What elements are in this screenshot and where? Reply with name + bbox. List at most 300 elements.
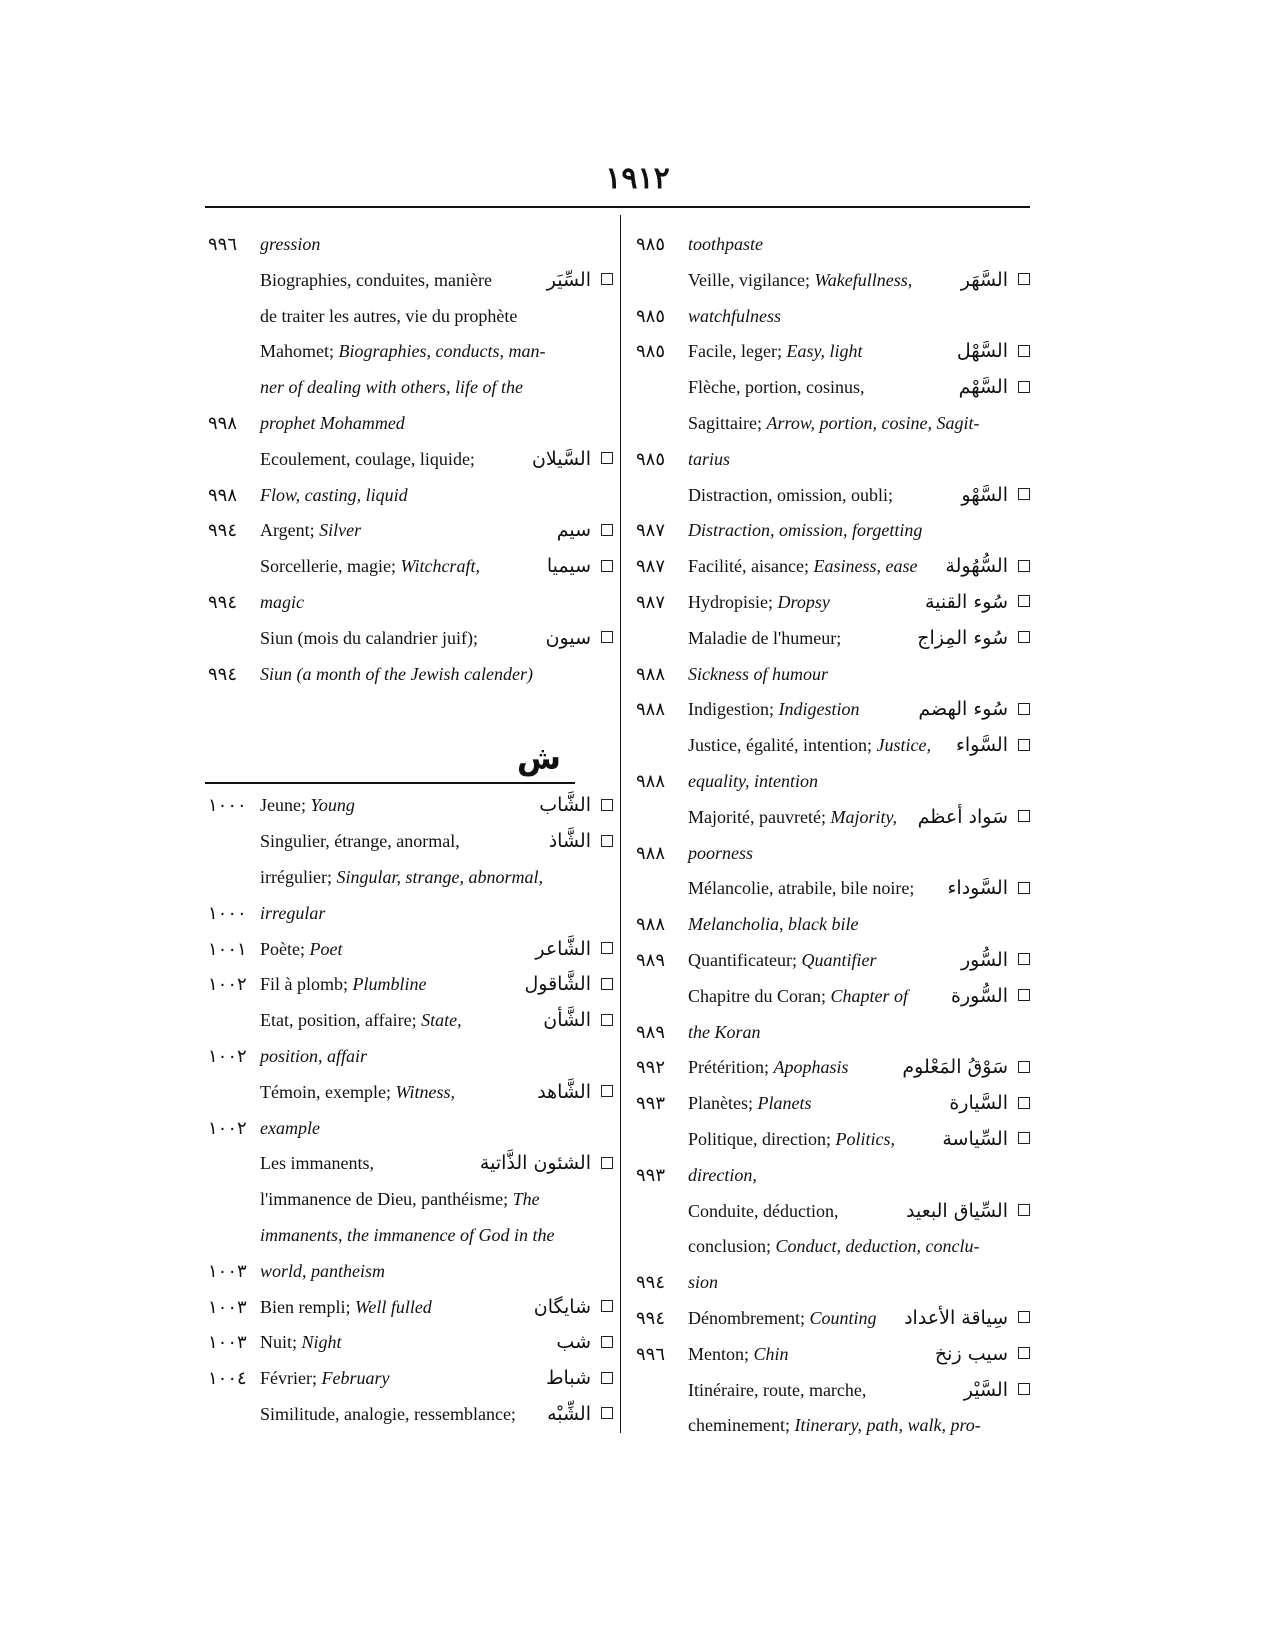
arabic-term: الشَّاقول — [524, 973, 591, 996]
arabic-term: سيب زنخ — [934, 1342, 1008, 1365]
page-reference: ١٠٠٣ — [208, 1260, 247, 1281]
arabic-headword — [947, 871, 1030, 907]
entry-bullet-icon — [601, 524, 613, 536]
entry-text — [260, 370, 523, 406]
entry-line — [208, 334, 613, 370]
entry-bullet-icon — [1018, 1204, 1030, 1216]
entry-bullet-icon — [1018, 1097, 1030, 1109]
english-translation: Wakefullness, — [814, 269, 913, 290]
entry-line — [208, 442, 613, 478]
entry-line — [208, 406, 613, 442]
french-translation: Fil à plomb; — [260, 974, 353, 995]
arabic-headword — [480, 1146, 613, 1182]
french-translation: Indigestion; — [688, 699, 779, 720]
entry-bullet-icon — [601, 452, 613, 464]
entry-bullet-icon — [1018, 631, 1030, 643]
arabic-headword — [949, 1086, 1030, 1122]
page-reference: ٩٩٨ — [208, 484, 238, 505]
entry-line — [208, 621, 613, 657]
entry-line — [636, 1229, 1030, 1265]
english-translation: Chapter of — [830, 985, 908, 1006]
left-entries-after — [208, 788, 613, 1432]
english-translation: Counting — [809, 1307, 877, 1328]
entry-line — [208, 657, 613, 693]
entry-line — [208, 478, 613, 514]
entry-text — [260, 1254, 385, 1290]
french-translation: Veille, vigilance; — [688, 269, 815, 290]
english-translation: Silver — [319, 520, 362, 541]
entry-line — [208, 1218, 613, 1254]
entry-bullet-icon — [1018, 1347, 1030, 1359]
page-reference: ١٠٠٣ — [208, 1296, 247, 1317]
entry-text — [688, 1265, 718, 1301]
page-reference: ٩٩٦ — [636, 1343, 666, 1364]
english-translation: the Koran — [688, 1021, 761, 1042]
page-reference: ٩٩٤ — [208, 591, 238, 612]
arabic-term: الشِّبْه — [547, 1402, 591, 1425]
french-translation: Argent; — [260, 520, 320, 541]
english-translation: world, pantheism — [260, 1260, 386, 1281]
entry-line — [208, 896, 613, 932]
entry-line — [636, 1373, 1030, 1409]
arabic-headword — [959, 370, 1030, 406]
arabic-term: السَّهَر — [960, 268, 1008, 291]
arabic-headword — [951, 979, 1030, 1015]
page-reference: ٩٨٧ — [636, 520, 666, 541]
entry-bullet-icon — [601, 835, 613, 847]
entry-bullet-icon — [1018, 488, 1030, 500]
page-reference: ١٠٠٠ — [208, 795, 247, 816]
entry-line — [636, 227, 1030, 263]
page-reference: ٩٩٨ — [208, 412, 238, 433]
entry-line — [636, 585, 1030, 621]
entry-text — [260, 263, 492, 299]
entry-line — [636, 299, 1030, 335]
entry-text — [260, 585, 304, 621]
arabic-term: شايگان — [533, 1295, 591, 1318]
arabic-headword — [906, 1194, 1030, 1230]
entry-bullet-icon — [601, 560, 613, 572]
page-reference: ٩٩٤ — [208, 663, 238, 684]
section-gap — [208, 692, 613, 736]
arabic-term: شب — [556, 1331, 591, 1354]
english-translation: poorness — [688, 842, 754, 863]
entry-bullet-icon — [1018, 810, 1030, 822]
arabic-headword — [942, 1122, 1030, 1158]
arabic-term: سَوْقُ المَعْلوم — [902, 1056, 1008, 1079]
french-translation: Maladie de l'humeur; — [688, 627, 842, 648]
arabic-headword — [904, 1301, 1030, 1337]
page-reference: ١٠٠٤ — [208, 1368, 247, 1389]
page-reference: ٩٨٨ — [636, 663, 666, 684]
english-translation: State, — [421, 1010, 462, 1031]
entry-text — [260, 1218, 554, 1254]
entry-text — [688, 728, 931, 764]
entry-bullet-icon — [1018, 1383, 1030, 1395]
entry-text — [688, 1122, 895, 1158]
arabic-term: سَواد أعظم — [917, 805, 1008, 828]
right-entries — [636, 227, 1030, 1444]
entry-text — [260, 442, 475, 478]
entry-line — [636, 979, 1030, 1015]
french-translation: Facile, leger; — [688, 341, 787, 362]
entry-line — [636, 513, 1030, 549]
arabic-headword — [902, 1050, 1030, 1086]
entry-text — [688, 299, 781, 335]
french-translation: Nuit; — [260, 1332, 302, 1353]
french-translation: Siun (mois du calandrier juif); — [260, 627, 478, 648]
entry-text — [688, 692, 860, 728]
entry-text — [688, 907, 858, 943]
arabic-term: السُّور — [960, 948, 1008, 971]
page-reference: ٩٨٨ — [636, 842, 666, 863]
french-translation: Justice, égalité, intention; — [688, 735, 877, 756]
arabic-term: سيون — [545, 626, 591, 649]
entry-line — [636, 836, 1030, 872]
page-reference: ١٠٠٢ — [208, 974, 247, 995]
entry-text — [260, 967, 427, 1003]
english-translation: Quantifier — [801, 949, 877, 970]
entry-bullet-icon — [1018, 381, 1030, 393]
french-translation: Distraction, omission, oubli; — [688, 484, 893, 505]
entry-text — [260, 227, 320, 263]
entry-line — [636, 406, 1030, 442]
english-translation: Well fulled — [354, 1296, 432, 1317]
entry-bullet-icon — [601, 978, 613, 990]
arabic-term: سِياقة الأعداد — [904, 1306, 1008, 1329]
entry-text — [688, 657, 828, 693]
entry-text — [260, 788, 355, 824]
entry-text — [260, 549, 480, 585]
arabic-headword — [547, 263, 613, 299]
entry-line — [636, 334, 1030, 370]
french-translation: irrégulier; — [260, 866, 337, 887]
arabic-headword — [546, 1361, 613, 1397]
arabic-term: السِّيَر — [546, 268, 591, 291]
english-translation: The — [512, 1189, 540, 1210]
entry-text — [688, 549, 917, 585]
english-translation: toothpaste — [688, 234, 763, 254]
entry-line — [636, 871, 1030, 907]
french-translation: Conduite, déduction, — [688, 1200, 839, 1221]
entry-line — [208, 1290, 613, 1326]
entry-line — [208, 1003, 613, 1039]
french-translation: Les immanents, — [260, 1153, 374, 1174]
entry-bullet-icon — [601, 1157, 613, 1169]
english-translation: position, affair — [260, 1045, 368, 1066]
english-translation: watchfulness — [688, 305, 781, 326]
english-translation: Witchcraft, — [400, 556, 480, 577]
entry-line — [208, 1039, 613, 1075]
entry-text — [688, 1050, 849, 1086]
arabic-headword — [537, 1075, 613, 1111]
entry-line — [636, 1408, 1030, 1444]
french-translation: Prétérition; — [688, 1057, 774, 1078]
french-translation: Flèche, portion, cosinus, — [688, 377, 865, 398]
arabic-headword — [957, 334, 1030, 370]
page-reference: ٩٨٨ — [636, 770, 666, 791]
page-reference: ١٠٠٢ — [208, 1117, 247, 1138]
page-reference: ٩٨٥ — [636, 448, 666, 469]
entry-text — [688, 334, 862, 370]
entry-line — [208, 227, 613, 263]
column-divider — [620, 215, 621, 1433]
english-translation: Siun (a month of the Jewish calender) — [260, 663, 533, 684]
english-translation: Arrow, portion, cosine, Sagit- — [766, 412, 980, 433]
entry-line — [208, 585, 613, 621]
english-translation: Dropsy — [777, 591, 830, 612]
french-translation: Quantificateur; — [688, 949, 802, 970]
entry-text — [260, 1039, 367, 1075]
entry-bullet-icon — [1018, 560, 1030, 572]
french-translation: conclusion; — [688, 1236, 776, 1257]
page-reference: ٩٨٥ — [636, 234, 666, 254]
entry-bullet-icon — [1018, 1311, 1030, 1323]
french-translation: Singulier, étrange, anormal, — [260, 831, 460, 852]
arabic-term: سُوء الهضم — [918, 698, 1008, 721]
entry-text — [260, 824, 460, 860]
english-translation: Night — [301, 1332, 342, 1353]
page-reference: ٩٩٤ — [636, 1272, 666, 1293]
arabic-headword — [961, 943, 1030, 979]
entry-text — [260, 1290, 432, 1326]
entry-line — [208, 370, 613, 406]
entry-line — [636, 1086, 1030, 1122]
english-translation: Melancholia, black bile — [688, 914, 859, 935]
entry-line — [636, 1337, 1030, 1373]
english-translation: tarius — [688, 448, 731, 469]
arabic-headword — [918, 692, 1030, 728]
arabic-term: الشَّاذ — [548, 830, 591, 853]
entry-line — [208, 1325, 613, 1361]
french-translation: Bien rempli; — [260, 1296, 355, 1317]
english-translation: Easy, light — [786, 341, 863, 362]
entry-text — [688, 442, 730, 478]
entry-line — [208, 1182, 613, 1218]
arabic-term: السَّيْر — [963, 1378, 1008, 1401]
entry-line — [636, 442, 1030, 478]
arabic-headword — [524, 967, 613, 1003]
entry-text — [688, 1337, 789, 1373]
entry-text — [260, 1325, 342, 1361]
entry-text — [688, 1229, 979, 1265]
english-translation: Sickness of humour — [688, 663, 828, 684]
entry-text — [260, 1361, 389, 1397]
arabic-headword — [945, 549, 1030, 585]
entry-text — [688, 943, 876, 979]
english-translation: Easiness, ease — [813, 556, 918, 577]
english-translation: Chin — [753, 1343, 789, 1364]
page-reference: ٩٨٩ — [636, 949, 666, 970]
entry-bullet-icon — [601, 1085, 613, 1097]
arabic-term: سُوء القنية — [924, 590, 1008, 613]
entry-line — [636, 1194, 1030, 1230]
french-translation: Sorcellerie, magie; — [260, 556, 401, 577]
entry-text — [688, 1194, 838, 1230]
entry-line — [636, 478, 1030, 514]
french-translation: Biographies, conduites, manière — [260, 269, 492, 290]
arabic-headword — [925, 585, 1030, 621]
english-translation: Justice, — [876, 735, 931, 756]
page-reference: ٩٨٩ — [636, 1021, 666, 1042]
entry-text — [688, 1158, 757, 1194]
entry-line — [208, 788, 613, 824]
page-reference: ٩٩٦ — [208, 234, 238, 254]
entry-line — [208, 1146, 613, 1182]
entry-line — [208, 1075, 613, 1111]
english-translation: Itinerary, path, walk, pro- — [794, 1415, 981, 1436]
english-translation: Young — [310, 795, 355, 816]
arabic-headword — [535, 932, 613, 968]
english-translation: magic — [260, 591, 304, 612]
arabic-term: سيميا — [546, 555, 591, 578]
arabic-headword — [534, 1290, 613, 1326]
entry-line — [208, 1111, 613, 1147]
entry-line — [636, 1122, 1030, 1158]
entry-text — [260, 1003, 462, 1039]
entry-text — [688, 478, 893, 514]
arabic-term: السِّياق البعيد — [906, 1199, 1008, 1222]
entry-bullet-icon — [1018, 739, 1030, 751]
entry-bullet-icon — [1018, 882, 1030, 894]
french-translation: Poète; — [260, 938, 310, 959]
arabic-term: الشَّاب — [539, 794, 591, 817]
english-translation: example — [260, 1117, 320, 1138]
arabic-headword — [549, 824, 613, 860]
page-reference: ٩٨٧ — [636, 556, 666, 577]
entry-bullet-icon — [601, 273, 613, 285]
entry-bullet-icon — [1018, 273, 1030, 285]
header-rule — [205, 206, 1030, 208]
entry-text — [688, 979, 908, 1015]
entry-line — [636, 263, 1030, 299]
entry-line — [636, 907, 1030, 943]
entry-text — [260, 860, 543, 896]
arabic-headword — [956, 728, 1030, 764]
entry-line — [208, 299, 613, 335]
entry-text — [688, 800, 897, 836]
page-reference: ٩٨٨ — [636, 914, 666, 935]
section-letter: ش — [516, 739, 561, 778]
entry-line — [636, 943, 1030, 979]
english-translation: Indigestion — [778, 699, 860, 720]
french-translation: Politique, direction; — [688, 1128, 836, 1149]
section-rule — [205, 782, 575, 784]
entry-line — [636, 549, 1030, 585]
french-translation: Jeune; — [260, 795, 311, 816]
arabic-headword — [917, 621, 1030, 657]
arabic-term: السَّواء — [955, 734, 1008, 757]
entry-line — [636, 1015, 1030, 1051]
entry-text — [260, 621, 478, 657]
entry-line — [636, 621, 1030, 657]
entry-bullet-icon — [1018, 1132, 1030, 1144]
entry-bullet-icon — [1018, 703, 1030, 715]
entry-bullet-icon — [601, 1372, 613, 1384]
entry-line — [636, 800, 1030, 836]
arabic-headword — [547, 549, 613, 585]
english-translation: Witness, — [395, 1081, 455, 1102]
french-translation: Février; — [260, 1368, 322, 1389]
entry-line — [208, 1254, 613, 1290]
entry-text — [688, 585, 830, 621]
french-translation: Hydropisie; — [688, 591, 778, 612]
section-header — [208, 736, 613, 784]
english-translation: Singular, strange, abnormal, — [336, 866, 543, 887]
arabic-term: الشَّاهد — [537, 1080, 591, 1103]
arabic-term: سُوء المِزاج — [917, 626, 1008, 649]
entry-text — [688, 263, 912, 299]
entry-text — [260, 657, 533, 693]
arabic-term: السَّهْل — [956, 340, 1008, 363]
entry-text — [688, 1015, 761, 1051]
arabic-term: السَّوداء — [947, 877, 1008, 900]
arabic-term: السَّهْو — [961, 483, 1008, 506]
page-reference: ٩٩٣ — [636, 1093, 666, 1114]
entry-text — [688, 227, 763, 263]
english-translation: ner of dealing with others, life of the — [260, 377, 523, 398]
french-translation: cheminement; — [688, 1415, 795, 1436]
page-reference: ٩٩٤ — [636, 1307, 666, 1328]
page-reference: ١٠٠١ — [208, 938, 247, 959]
entry-text — [688, 1301, 876, 1337]
entry-text — [260, 1182, 540, 1218]
entry-bullet-icon — [1018, 345, 1030, 357]
entry-line — [636, 1050, 1030, 1086]
entry-text — [688, 1408, 981, 1444]
arabic-headword — [532, 442, 613, 478]
english-translation: direction, — [688, 1164, 757, 1185]
entry-line — [636, 692, 1030, 728]
french-translation: l'immanence de Dieu, panthéisme; — [260, 1189, 513, 1210]
french-translation: Mahomet; — [260, 341, 339, 362]
french-translation: Facilité, aisance; — [688, 556, 814, 577]
arabic-term: سيم — [556, 519, 591, 542]
entry-bullet-icon — [1018, 953, 1030, 965]
arabic-headword — [539, 788, 613, 824]
entry-text — [688, 406, 979, 442]
entry-text — [688, 836, 753, 872]
english-translation: Distraction, omission, forgetting — [688, 520, 923, 541]
page-reference: ٩٩٢ — [636, 1057, 666, 1078]
entry-bullet-icon — [601, 1336, 613, 1348]
page-reference: ٩٨٥ — [636, 341, 666, 362]
english-translation: Planets — [757, 1093, 812, 1114]
arabic-term: الشَّأن — [543, 1009, 591, 1032]
entry-text — [260, 513, 361, 549]
entry-bullet-icon — [1018, 595, 1030, 607]
page-reference: ٩٨٧ — [636, 591, 666, 612]
arabic-term: السَّيارة — [949, 1092, 1008, 1115]
entry-line — [208, 549, 613, 585]
arabic-headword — [918, 800, 1030, 836]
arabic-headword — [547, 1397, 613, 1433]
entry-text — [260, 1397, 516, 1433]
arabic-headword — [961, 263, 1030, 299]
french-translation: Etat, position, affaire; — [260, 1010, 422, 1031]
french-translation: Témoin, exemple; — [260, 1081, 396, 1102]
english-translation: sion — [688, 1272, 719, 1293]
french-translation: de traiter les autres, vie du prophète — [260, 305, 518, 326]
entry-text — [260, 1111, 320, 1147]
entry-line — [208, 1397, 613, 1433]
entry-text — [260, 932, 343, 968]
entry-text — [688, 871, 914, 907]
entry-bullet-icon — [601, 631, 613, 643]
page-reference: ٩٨٥ — [636, 305, 666, 326]
entry-bullet-icon — [1018, 1061, 1030, 1073]
page-reference: ١٠٠٢ — [208, 1045, 247, 1066]
